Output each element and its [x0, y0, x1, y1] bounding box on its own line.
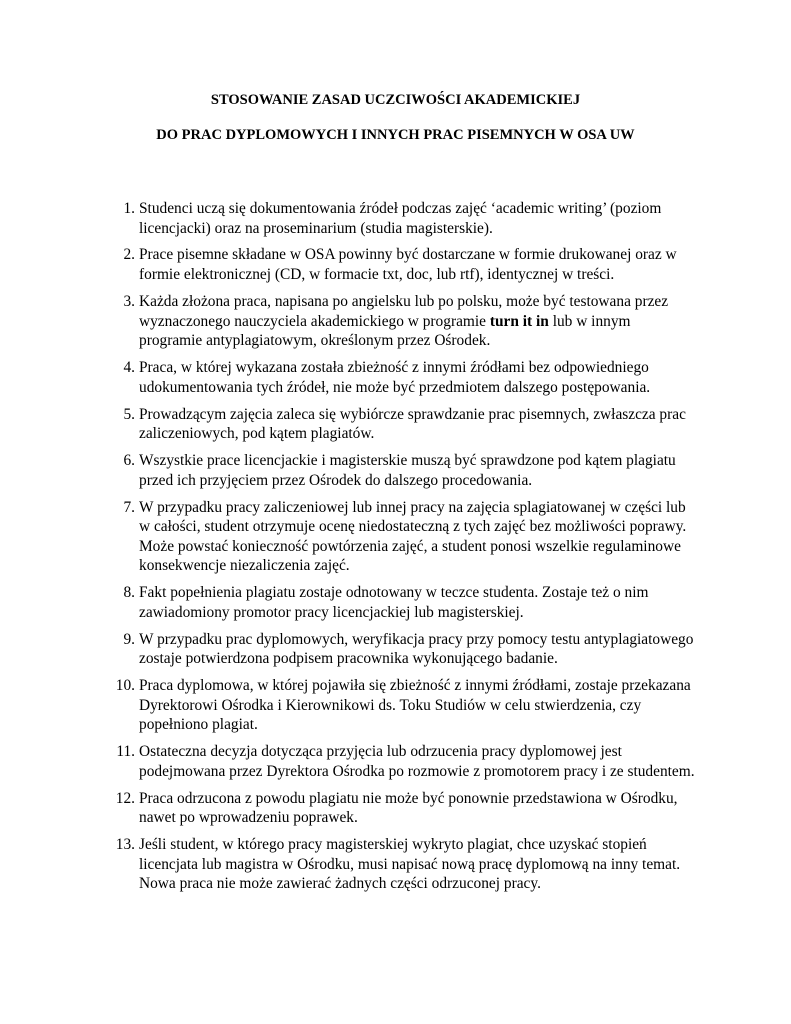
item-number: 5. [123, 405, 135, 423]
document-title-line-2: DO PRAC DYPLOMOWYCH I INNYCH PRAC PISEMNYCH W OSA UW [156, 127, 635, 143]
item-line: licencjata lub magistra w Ośrodku, musi napisać nową pracę dyplomową na inny temat. [139, 855, 681, 873]
item-number: 1. [123, 200, 135, 217]
item-number: 9. [123, 630, 135, 648]
item-line: nawet po wprowadzeniu poprawek. [139, 809, 358, 827]
item-line: Może powstać konieczność powtórzenia zajęć, a student ponosi wszelkie regulaminowe [139, 537, 681, 555]
list-item [0, 199, 791, 238]
item-line: formie elektronicznej (CD, w formacie txt, doc, lub rtf), identycznej w treści. [139, 266, 615, 284]
item-text [139, 199, 719, 238]
list-item [0, 292, 791, 351]
item-text [139, 630, 719, 669]
item-line: Praca dyplomowa, w której pojawiła się zbieżność z innymi źródłami, zostaje przekazana [139, 677, 691, 695]
item-text-segment: lub w innym [548, 312, 631, 330]
item-line: Jeśli student, w którego pracy magisterskiej wykryto plagiat, chce uzyskać stopień [139, 836, 647, 854]
list-item [0, 742, 791, 781]
item-number: 7. [123, 498, 135, 516]
item-text [139, 245, 719, 284]
item-line: konsekwencje niezaliczenia zajęć. [139, 557, 350, 575]
list-item [0, 358, 791, 397]
program-name-bold: turn it in [489, 312, 549, 330]
item-line: licencjacki) oraz na proseminarium (studia magisterskie). [139, 219, 493, 237]
item-line: w całości, student otrzymuje ocenę niedostateczną z tych zajęć bez możliwości poprawy. [139, 518, 687, 536]
item-line: Praca, w której wykazana została zbieżność z innymi źródłami bez odpowiedniego [139, 359, 649, 377]
item-text [139, 742, 719, 781]
document-title-line-1: STOSOWANIE ZASAD UCZCIWOŚCI AKADEMICKIEJ [210, 92, 581, 108]
item-text [139, 358, 719, 397]
item-line: podejmowana przez Dyrektora Ośrodka po rozmowie z promotorem pracy i ze studentem. [139, 762, 695, 780]
item-line: Prowadzącym zajęcia zaleca się wybiórcze sprawdzanie prac pisemnych, zwłaszcza prac [139, 405, 686, 423]
item-line: W przypadku pracy zaliczeniowej lub innej pracy na zajęcia splagiatowanej w części lub [139, 498, 686, 516]
item-text [139, 789, 719, 828]
list-item [0, 835, 791, 894]
item-line: zostaje potwierdzona podpisem pracownika wykonującego badanie. [139, 650, 558, 668]
item-text [139, 583, 719, 622]
item-line: Prace pisemne składane w OSA powinny być dostarczane w formie drukowanej oraz w [139, 246, 677, 264]
item-number: 6. [123, 452, 135, 470]
item-text-segment: wyznaczonego nauczyciela akademickiego w programie [139, 312, 490, 330]
item-line: przed ich przyjęciem przez Ośrodek do dalszego procedowania. [139, 471, 533, 489]
rules-list [0, 199, 791, 901]
item-line: popełniono plagiat. [139, 716, 258, 734]
item-line: udokumentowania tych źródeł, nie może być przedmiotem dalszego postępowania. [139, 378, 651, 396]
item-line: Nowa praca nie może zawierać żadnych części odrzuconej pracy. [139, 875, 541, 893]
list-item [0, 676, 791, 735]
item-line: programie antyplagiatowym, określonym przez Ośrodek. [139, 332, 491, 350]
item-number: 4. [123, 359, 135, 377]
list-item [0, 405, 791, 444]
list-item [0, 630, 791, 669]
item-line: Każda złożona praca, napisana po angielsku lub po polsku, może być testowana przez [139, 292, 669, 310]
item-text [139, 835, 719, 894]
item-number: 11. [116, 743, 135, 761]
item-line: Praca odrzucona z powodu plagiatu nie może być ponownie przedstawiona w Ośrodku, [139, 789, 678, 807]
item-line: zawiadomiony promotor pracy licencjackiej lub magisterskiej. [139, 603, 524, 621]
item-line: Fakt popełnienia plagiatu zostaje odnotowany w teczce studenta. Zostaje też o nim [139, 584, 649, 602]
item-line: zaliczeniowych, pod kątem plagiatów. [139, 425, 375, 443]
item-line: W przypadku prac dyplomowych, weryfikacja pracy przy pomocy testu antyplagiatowego [139, 630, 694, 648]
list-item [0, 498, 791, 576]
item-text [139, 498, 719, 576]
item-line: Dyrektorowi Ośrodka i Kierownikowi ds. Toku Studiów w celu stwierdzenia, czy [139, 696, 642, 714]
item-text [139, 451, 719, 490]
item-line-mixed [139, 312, 719, 332]
item-text [139, 405, 719, 444]
item-text [139, 292, 719, 351]
item-number: 12. [115, 789, 135, 807]
item-number: 8. [123, 584, 135, 602]
item-line: Wszystkie prace licencjackie i magisterskie muszą być sprawdzone pod kątem plagiatu [139, 452, 676, 470]
item-text [139, 676, 719, 735]
list-item [0, 245, 791, 284]
list-item [0, 451, 791, 490]
item-number: 2. [123, 246, 135, 264]
item-number: 13. [115, 836, 135, 854]
list-item [0, 583, 791, 622]
item-number: 3. [123, 292, 135, 310]
item-line: Ostateczna decyzja dotycząca przyjęcia lub odrzucenia pracy dyplomowej jest [139, 743, 622, 761]
item-number: 10. [115, 677, 135, 695]
item-line: Studenci uczą się dokumentowania źródeł podczas zajęć ‘academic writing’ (poziom [139, 200, 662, 217]
list-item [0, 789, 791, 828]
